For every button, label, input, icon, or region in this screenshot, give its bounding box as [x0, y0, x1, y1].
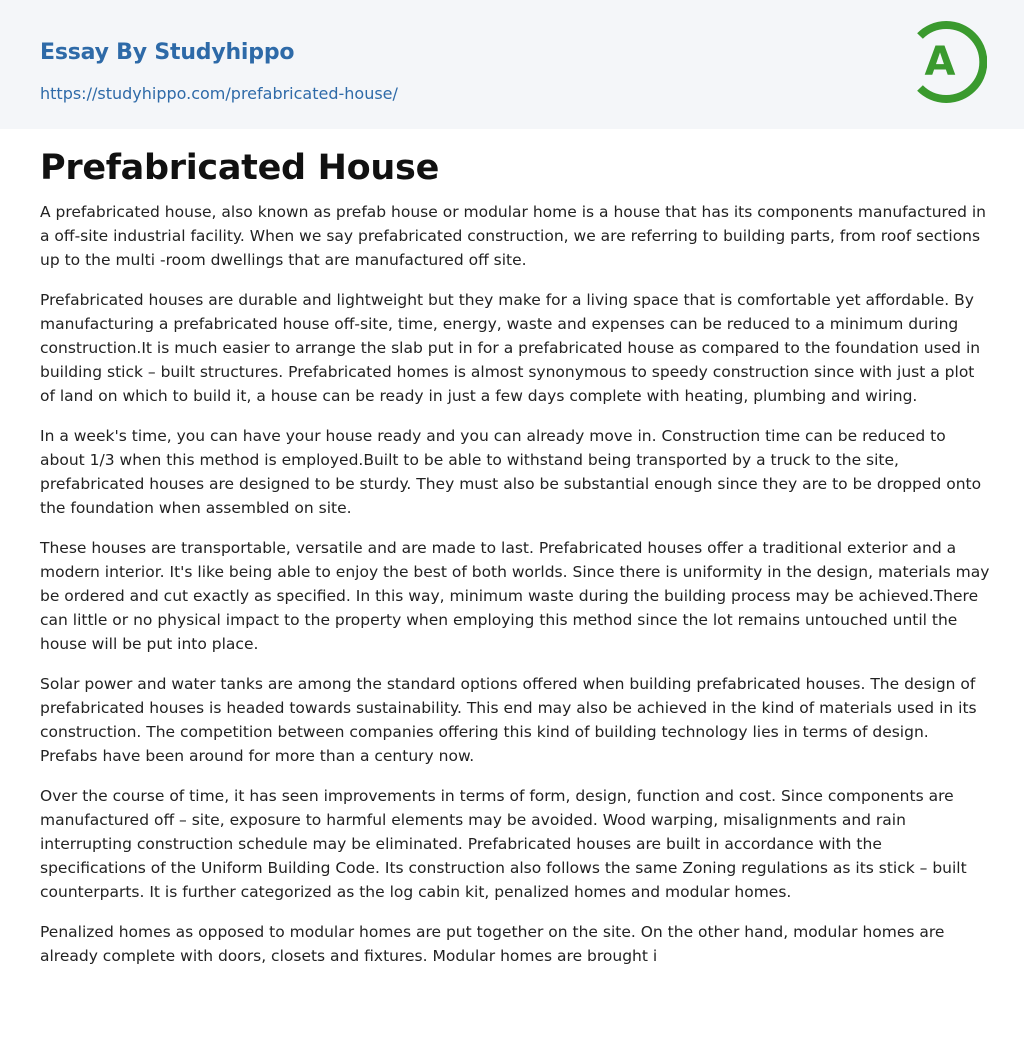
paragraph: Solar power and water tanks are among the standard options offered when building prefabricated houses. The design of prefabricated houses is headed towards sustainability. This end may also be achieved in the kind of materials used in its construction. The competition between companies offering this kind of building technology lies in terms of design. Prefabs have been around for more than a century now. [40, 675, 977, 765]
paragraph: These houses are transportable, versatile and are made to last. Prefabricated houses offer a traditional exterior and a modern interior. It's like being able to enjoy the best of both worlds. Since there is uniformity in the design, materials may be ordered and cut exactly as specified. In this way, minimum waste during the building process may be achieved.There can little or no physical impact to the property when employing this method since the lot remains untouched until the house will be put into place. [40, 539, 990, 653]
paragraph: Penalized homes as opposed to modular homes are put together on the site. On the other hand, modular homes are already complete with doors, closets and fixtures. Modular homes are brought i [40, 923, 945, 965]
site-brand[interactable]: Essay By Studyhippo [40, 40, 295, 65]
page-url-link[interactable]: https://studyhippo.com/prefabricated-house/ [40, 84, 398, 103]
page-title: Prefabricated House [40, 148, 440, 188]
paragraph: A prefabricated house, also known as prefab house or modular home is a house that has its components manufactured in a off-site industrial facility. When we say prefabricated construction, we are referring to building parts, from roof sections up to the multi -room dwellings that are manufactured off site. [40, 203, 986, 269]
paragraph: In a week's time, you can have your house ready and you can already move in. Construction time can be reduced to about 1/3 when this method is employed.Built to be able to withstand being transported by a truck to the site, prefabricated houses are designed to be sturdy. They must also be substantial enough since they are to be dropped onto the foundation when assembled on site. [40, 427, 982, 517]
paragraph: Prefabricated houses are durable and lightweight but they make for a living space that is comfortable yet affordable. By manufacturing a prefabricated house off-site, time, energy, waste and expenses can be reduced to a minimum during construction.It is much easier to arrange the slab put in for a prefabricated house as compared to the foundation used in building stick – built structures. Prefabricated homes is almost synonymous to speedy construction since with just a plot of land on which to build it, a house can be ready in just a few days complete with heating, plumbing and wiring. [40, 291, 981, 405]
paragraph: Over the course of time, it has seen improvements in terms of form, design, function and cost. Since components are manufactured off – site, exposure to harmful elements may be avoided. Wood warping, misalignments and rain interrupting construction schedule may be eliminated. Prefabricated houses are built in accordance with the specifications of the Uniform Building Code. Its construction also follows the same Zoning regulations as its stick – built counterparts. It is further categorized as the log cabin kit, penalized homes and modular homes. [40, 787, 967, 901]
studyhippo-logo-icon[interactable] [911, 19, 987, 105]
logo-letter: A [924, 39, 956, 85]
article [40, 140, 990, 984]
site-header [0, 0, 1024, 129]
